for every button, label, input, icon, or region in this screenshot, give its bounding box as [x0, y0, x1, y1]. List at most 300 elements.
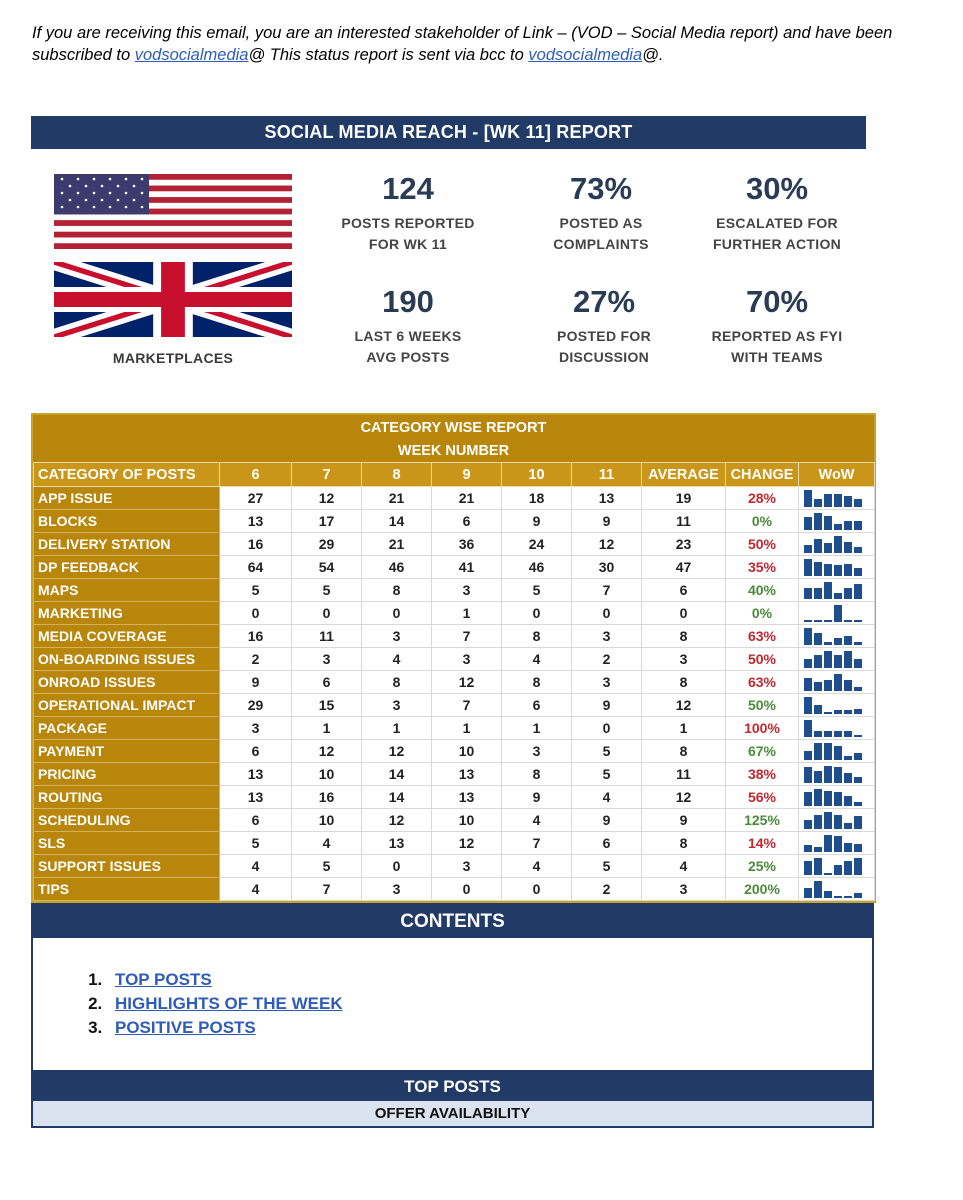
change-value: 50%: [726, 648, 799, 671]
week-value: 3: [432, 855, 502, 878]
wow-sparkline: [799, 602, 875, 625]
week-value: 16: [292, 786, 362, 809]
sparkline-bar: [834, 638, 842, 645]
marketplaces-label: MARKETPLACES: [112, 350, 234, 366]
sparkline-bar: [814, 858, 822, 875]
average-value: 8: [642, 740, 726, 763]
sparkline-bar: [854, 568, 862, 576]
table-row: [34, 579, 875, 602]
week-value: 0: [572, 602, 642, 625]
sparkline-bar: [854, 499, 862, 507]
stat-value: 30%: [745, 171, 809, 206]
contents-link-positive-posts[interactable]: POSITIVE POSTS: [115, 1018, 256, 1037]
stat-label: POSTS REPORTED: [341, 215, 475, 231]
category-name: PAYMENT: [34, 740, 220, 763]
table-row: [34, 786, 875, 809]
sparkline-bar: [824, 642, 832, 645]
week-value: 11: [292, 625, 362, 648]
week-value: 12: [292, 487, 362, 510]
week-value: 21: [432, 487, 502, 510]
week-value: 5: [292, 855, 362, 878]
week-value: 30: [572, 556, 642, 579]
sparkline-bar: [854, 777, 862, 783]
sparkline-bar: [814, 743, 822, 760]
category-name: ROUTING: [34, 786, 220, 809]
us-flag-icon: [54, 174, 292, 249]
week-value: 0: [502, 602, 572, 625]
week-value: 3: [362, 694, 432, 717]
week-value: 8: [362, 579, 432, 602]
category-name: MAPS: [34, 579, 220, 602]
sparkline-bar: [824, 873, 832, 875]
stat-label: POSTED FOR: [556, 328, 651, 344]
subscription-email-link[interactable]: vodsocialmedia: [134, 46, 249, 64]
change-value: 0%: [726, 510, 799, 533]
table-row: [34, 740, 875, 763]
sparkline-bar: [854, 709, 862, 714]
week-value: 12: [432, 832, 502, 855]
week-value: 24: [502, 533, 572, 556]
sparkline-bar: [804, 517, 812, 530]
table-row: [34, 763, 875, 786]
column-header: 6: [220, 463, 292, 487]
week-value: 7: [572, 579, 642, 602]
sparkline-bar: [844, 680, 852, 691]
week-value: 6: [220, 809, 292, 832]
wow-sparkline: [799, 809, 875, 832]
table-row: [34, 878, 875, 901]
stat-label: FOR WK 11: [368, 236, 448, 252]
week-value: 0: [432, 878, 502, 901]
category-name: DP FEEDBACK: [34, 556, 220, 579]
sparkline-bar: [824, 516, 832, 530]
week-value: 5: [572, 740, 642, 763]
wow-sparkline: [799, 556, 875, 579]
column-header: WoW: [799, 463, 875, 487]
stat-value: 73%: [569, 171, 633, 206]
column-header: 7: [292, 463, 362, 487]
change-value: 40%: [726, 579, 799, 602]
week-value: 3: [220, 717, 292, 740]
week-value: 10: [432, 809, 502, 832]
stat-label: POSTED AS: [559, 215, 643, 231]
table-row: [34, 855, 875, 878]
wow-sparkline: [799, 740, 875, 763]
change-value: 63%: [726, 625, 799, 648]
sparkline-bar: [834, 674, 842, 691]
category-name: MARKETING: [34, 602, 220, 625]
sparkline-bar: [854, 584, 862, 599]
table-row: [34, 602, 875, 625]
sparkline-bar: [854, 802, 862, 806]
change-value: 125%: [726, 809, 799, 832]
week-value: 4: [220, 855, 292, 878]
change-value: 50%: [726, 533, 799, 556]
average-value: 47: [642, 556, 726, 579]
sparkline-bar: [814, 499, 822, 507]
sparkline-bar: [804, 888, 812, 898]
sparkline-bar: [834, 605, 842, 622]
sparkline-bar: [804, 620, 812, 622]
sparkline-bar: [814, 731, 822, 737]
stat-label: REPORTED AS FYI: [711, 328, 843, 344]
sparkline-bar: [814, 539, 822, 553]
week-value: 6: [292, 671, 362, 694]
sparkline-bar: [844, 796, 852, 806]
week-value: 4: [572, 786, 642, 809]
sparkline-bar: [824, 731, 832, 737]
sparkline-bar: [854, 547, 862, 553]
sparkline-bar: [844, 773, 852, 783]
sparkline-bar: [834, 792, 842, 806]
change-value: 0%: [726, 602, 799, 625]
sparkline-bar: [844, 710, 852, 714]
wow-sparkline: [799, 717, 875, 740]
week-value: 1: [362, 717, 432, 740]
offer-availability-heading: OFFER AVAILABILITY: [33, 1101, 872, 1126]
week-value: 3: [432, 579, 502, 602]
week-value: 7: [432, 694, 502, 717]
stat-label: ESCALATED FOR: [716, 215, 838, 231]
category-name: BLOCKS: [34, 510, 220, 533]
week-value: 3: [362, 878, 432, 901]
week-value: 21: [362, 487, 432, 510]
category-name: SCHEDULING: [34, 809, 220, 832]
stat-label: COMPLAINTS: [553, 236, 649, 252]
week-value: 18: [502, 487, 572, 510]
sparkline-bar: [814, 562, 822, 576]
table-row: [34, 510, 875, 533]
week-value: 12: [362, 809, 432, 832]
average-value: 12: [642, 694, 726, 717]
stat-posts-reported: [308, 171, 508, 255]
column-header: 9: [432, 463, 502, 487]
sparkline-bar: [804, 845, 812, 852]
sparkline-bar: [844, 651, 852, 668]
sparkline-bar: [854, 620, 862, 622]
sparkline-bar: [824, 582, 832, 599]
week-value: 10: [432, 740, 502, 763]
average-value: 9: [642, 809, 726, 832]
week-value: 9: [572, 809, 642, 832]
wow-sparkline: [799, 533, 875, 556]
sparkline-bar: [804, 767, 812, 783]
sparkline-bar: [834, 815, 842, 829]
week-value: 3: [502, 740, 572, 763]
week-value: 54: [292, 556, 362, 579]
week-value: 5: [572, 763, 642, 786]
sparkline-bar: [824, 891, 832, 898]
change-value: 50%: [726, 694, 799, 717]
week-value: 10: [292, 763, 362, 786]
week-value: 4: [502, 809, 572, 832]
sparkline-bar: [844, 636, 852, 645]
sparkline-bar: [834, 710, 842, 714]
sparkline-bar: [804, 792, 812, 806]
week-value: 3: [362, 625, 432, 648]
week-value: 41: [432, 556, 502, 579]
contents-link-highlights[interactable]: HIGHLIGHTS OF THE WEEK: [115, 994, 343, 1013]
week-value: 4: [502, 855, 572, 878]
category-report: [31, 413, 876, 903]
stat-value: 190: [382, 284, 434, 319]
sparkline-bar: [844, 756, 852, 760]
sparkline-bar: [824, 564, 832, 576]
week-value: 5: [292, 579, 362, 602]
week-value: 5: [572, 855, 642, 878]
week-value: 13: [432, 763, 502, 786]
table-row: [34, 487, 875, 510]
week-value: 5: [502, 579, 572, 602]
sparkline-bar: [834, 655, 842, 668]
week-value: 7: [292, 878, 362, 901]
category-name: TIPS: [34, 878, 220, 901]
sparkline-bar: [814, 633, 822, 645]
week-value: 13: [572, 487, 642, 510]
column-header: 10: [502, 463, 572, 487]
wow-sparkline: [799, 671, 875, 694]
sparkline-bar: [834, 536, 842, 553]
wow-sparkline: [799, 786, 875, 809]
week-value: 6: [220, 740, 292, 763]
wow-sparkline: [799, 832, 875, 855]
week-value: 46: [502, 556, 572, 579]
table-row: [34, 533, 875, 556]
week-value: 15: [292, 694, 362, 717]
sparkline-bar: [844, 861, 852, 875]
sparkline-bar: [814, 588, 822, 599]
sparkline-bar: [854, 858, 862, 875]
week-value: 3: [572, 671, 642, 694]
week-value: 3: [292, 648, 362, 671]
sparkline-bar: [804, 751, 812, 760]
week-value: 0: [502, 878, 572, 901]
week-value: 14: [362, 510, 432, 533]
stat-escalated: [677, 171, 877, 255]
table-row: [34, 694, 875, 717]
column-header: AVERAGE: [642, 463, 726, 487]
sparkline-bar: [854, 642, 862, 645]
sparkline-bar: [804, 820, 812, 829]
sparkline-bar: [844, 542, 852, 553]
week-value: 1: [502, 717, 572, 740]
sparkline-bar: [834, 746, 842, 760]
sparkline-bar: [824, 494, 832, 507]
sparkline-bar: [814, 513, 822, 530]
sparkline-bar: [834, 865, 842, 875]
week-value: 4: [502, 648, 572, 671]
change-value: 14%: [726, 832, 799, 855]
week-value: 9: [572, 510, 642, 533]
week-value: 64: [220, 556, 292, 579]
column-header: CATEGORY OF POSTS: [34, 463, 220, 487]
average-value: 3: [642, 878, 726, 901]
sparkline-bar: [854, 521, 862, 530]
sparkline-bar: [824, 712, 832, 714]
average-value: 8: [642, 671, 726, 694]
average-value: 0: [642, 602, 726, 625]
sparkline-bar: [834, 896, 842, 898]
wow-sparkline: [799, 579, 875, 602]
sparkline-bar: [804, 490, 812, 507]
sparkline-bar: [814, 789, 822, 806]
column-header: 8: [362, 463, 432, 487]
week-value: 13: [220, 786, 292, 809]
sparkline-bar: [844, 521, 852, 530]
sparkline-bar: [844, 564, 852, 576]
sparkline-bar: [804, 861, 812, 875]
category-name: PRICING: [34, 763, 220, 786]
week-value: 4: [292, 832, 362, 855]
week-value: 0: [220, 602, 292, 625]
sparkline-bar: [844, 731, 852, 737]
sparkline-bar: [824, 651, 832, 668]
table-row: [34, 717, 875, 740]
table-row: [34, 832, 875, 855]
sparkline-bar: [824, 835, 832, 852]
week-value: 3: [432, 648, 502, 671]
category-name: ONROAD ISSUES: [34, 671, 220, 694]
week-value: 14: [362, 786, 432, 809]
sparkline-bar: [834, 731, 842, 737]
sparkline-bar: [814, 847, 822, 852]
change-value: 200%: [726, 878, 799, 901]
table-row: [34, 671, 875, 694]
wow-sparkline: [799, 648, 875, 671]
sparkline-bar: [824, 812, 832, 829]
change-value: 100%: [726, 717, 799, 740]
sparkline-bar: [804, 659, 812, 668]
sparkline-bar: [804, 559, 812, 576]
sparkline-bar: [834, 593, 842, 599]
table-row: [34, 556, 875, 579]
category-name: MEDIA COVERAGE: [34, 625, 220, 648]
sparkline-bar: [814, 655, 822, 668]
sparkline-bar: [824, 766, 832, 783]
wow-sparkline: [799, 763, 875, 786]
sparkline-bar: [844, 496, 852, 507]
table-row: [34, 809, 875, 832]
category-table: [33, 462, 875, 901]
average-value: 4: [642, 855, 726, 878]
sparkline-bar: [854, 687, 862, 691]
week-value: 13: [220, 763, 292, 786]
sparkline-bar: [854, 659, 862, 668]
week-value: 0: [292, 602, 362, 625]
stat-value: 27%: [572, 284, 636, 319]
week-value: 1: [292, 717, 362, 740]
week-value: 8: [502, 763, 572, 786]
stat-complaints: [501, 171, 701, 255]
stat-discussion: [504, 284, 704, 368]
week-value: 10: [292, 809, 362, 832]
bcc-email-link[interactable]: vodsocialmedia: [528, 46, 643, 64]
week-value: 13: [432, 786, 502, 809]
sparkline-bar: [814, 620, 822, 622]
sparkline-bar: [814, 815, 822, 829]
week-value: 9: [502, 510, 572, 533]
week-value: 7: [432, 625, 502, 648]
sparkline-bar: [814, 881, 822, 898]
week-value: 6: [432, 510, 502, 533]
week-value: 46: [362, 556, 432, 579]
week-value: 9: [220, 671, 292, 694]
average-value: 23: [642, 533, 726, 556]
week-value: 3: [572, 625, 642, 648]
category-name: SUPPORT ISSUES: [34, 855, 220, 878]
category-name: APP ISSUE: [34, 487, 220, 510]
wow-sparkline: [799, 487, 875, 510]
table-row: [34, 625, 875, 648]
top-posts-section: [31, 1071, 874, 1128]
sparkline-bar: [844, 588, 852, 599]
sparkline-bar: [804, 720, 812, 737]
week-value: 8: [362, 671, 432, 694]
category-name: OPERATIONAL IMPACT: [34, 694, 220, 717]
week-value: 29: [220, 694, 292, 717]
stat-label: LAST 6 WEEKS: [354, 328, 462, 344]
average-value: 6: [642, 579, 726, 602]
category-name: DELIVERY STATION: [34, 533, 220, 556]
column-header: CHANGE: [726, 463, 799, 487]
week-value: 6: [502, 694, 572, 717]
sparkline-bar: [844, 896, 852, 898]
intro-text-3: @.: [642, 46, 664, 64]
stat-fyi: [677, 284, 877, 368]
average-value: 8: [642, 625, 726, 648]
sparkline-bar: [844, 843, 852, 852]
sparkline-bar: [804, 628, 812, 645]
contents-link-top-posts[interactable]: TOP POSTS: [115, 970, 212, 989]
sparkline-bar: [854, 844, 862, 852]
week-value: 12: [572, 533, 642, 556]
change-value: 28%: [726, 487, 799, 510]
wow-sparkline: [799, 694, 875, 717]
week-value: 2: [220, 648, 292, 671]
week-value: 2: [572, 878, 642, 901]
week-value: 16: [220, 533, 292, 556]
week-value: 6: [572, 832, 642, 855]
stat-label: DISCUSSION: [558, 349, 650, 365]
intro-text-1: If you are receiving this email, you are an interested stakeholder of Link – (VOD – Social Media report) and have been subscribed to: [32, 24, 893, 64]
change-value: 25%: [726, 855, 799, 878]
sparkline-bar: [804, 588, 812, 599]
sparkline-bar: [854, 753, 862, 760]
column-header: 11: [572, 463, 642, 487]
week-value: 5: [220, 832, 292, 855]
change-value: 67%: [726, 740, 799, 763]
sparkline-bar: [834, 524, 842, 530]
week-value: 1: [432, 717, 502, 740]
sparkline-bar: [804, 678, 812, 691]
average-value: 11: [642, 510, 726, 533]
week-value: 4: [220, 878, 292, 901]
week-value: 21: [362, 533, 432, 556]
sparkline-bar: [834, 494, 842, 507]
week-value: 7: [502, 832, 572, 855]
list-item: [107, 968, 872, 992]
average-value: 12: [642, 786, 726, 809]
stat-value: 70%: [745, 284, 809, 319]
week-value: 2: [572, 648, 642, 671]
list-item: [107, 992, 872, 1016]
week-value: 9: [572, 694, 642, 717]
sparkline-bar: [804, 545, 812, 553]
category-name: ON-BOARDING ISSUES: [34, 648, 220, 671]
sparkline-bar: [824, 791, 832, 806]
contents-box: [31, 903, 874, 1072]
week-value: 5: [220, 579, 292, 602]
